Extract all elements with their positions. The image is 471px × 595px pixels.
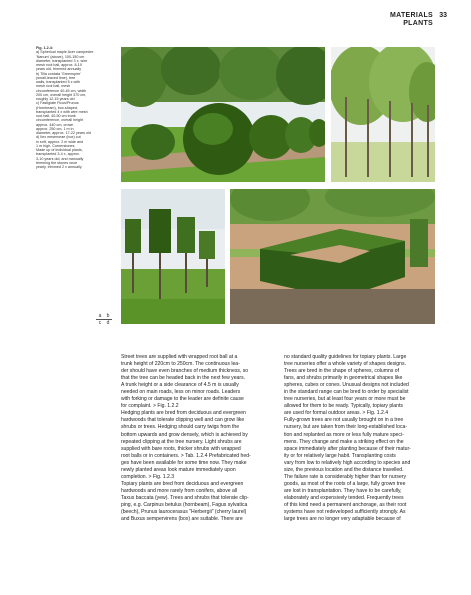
text-line: vary from low to relatively high according to species and — [284, 459, 411, 466]
text-line: needed on main roads, less on minor roads. Leaders — [121, 389, 241, 396]
caption-line: yearly, trimmed 2 x annually — [36, 165, 82, 169]
caption-line: diameter, transplanted 3 x, wire — [36, 58, 88, 63]
text-line: Hedging plants are bred from deciduous and evergreen — [121, 410, 246, 417]
letter-b: b — [106, 313, 110, 319]
text-line: Street trees are supplied with wrapped root ball at a — [121, 354, 238, 360]
caption-line: root ball, 40-50 cm trunk — [36, 114, 76, 118]
figure-letters — [96, 313, 112, 326]
text-line: and Buxus sempervirens (box) are suitable. There are — [121, 516, 243, 523]
text-line: hardwoods and more rarely from conifers, above all — [121, 487, 238, 494]
text-line: tion and replanted as more or less fully mature speci- — [284, 431, 404, 438]
letter-a: a — [98, 313, 102, 319]
text-line: ping, e.g. Carpinus betulus (hornbeam), Fagus sylvatica — [121, 501, 248, 508]
subsection-title: PLANTS — [403, 20, 433, 27]
text-line: Topiary plants are bred from deciduous and evergreen — [121, 480, 244, 487]
caption-line: approx. 440 cm, crown — [36, 122, 74, 127]
caption-line: a) Spherical maple Acer campestre — [36, 50, 94, 55]
caption-line: years old, trimmed annually — [36, 67, 82, 72]
page-number: 33 — [439, 12, 447, 19]
text-line: for complaint. > Fig. 1.2.2 — [121, 403, 179, 410]
caption-line: 3-10 years old, and manually — [36, 156, 84, 161]
caption-line: c) Fastigiate Ficus/Prunus — [36, 101, 79, 106]
text-line: goods, as most of the roots of a large, fully grown tree — [284, 480, 406, 487]
caption-line: 200 cm, overall height 370 cm, — [36, 92, 87, 97]
photo-d-ilex-hedge-shapes — [230, 189, 435, 324]
text-line: spheres, cubes or cones. Unusual designs not included — [284, 382, 409, 389]
text-line: ges have been available for some time now. They make — [121, 459, 247, 466]
caption-line: (Hornbeam), box-shaped, — [36, 105, 79, 110]
caption-line: circumference 40-45 cm, width — [36, 88, 87, 93]
caption-line: transplanted 3-4 x, approx. — [36, 152, 80, 157]
text-line: repeated clipping at the tree nursery. Light shrubs are — [121, 438, 242, 445]
text-line: mens. They change and make a striking effect on the — [284, 438, 404, 445]
text-line: Fully-grown trees are not usually brought on in a tree — [284, 417, 404, 424]
text-line: Taxus baccata (yew). Trees and shrubs that tolerate clip- — [121, 494, 249, 501]
text-line: of this kind need a permanent anchorage, as their root — [284, 501, 407, 508]
caption-line: 'Nanum' (above), 100-150 cm — [36, 54, 85, 59]
caption-line: transplanted 4 x with wire mesh — [36, 109, 88, 114]
photo-a-spherical-maples — [121, 47, 325, 182]
letter-d: d — [106, 320, 110, 326]
text-line: shrubs or trees. Hedging should carry twigs from the — [121, 424, 240, 431]
caption-line: b) Tilia cordata 'Greenspire' — [36, 71, 81, 76]
text-line: that the tree can be headed back in the next few years. — [121, 375, 246, 382]
text-line: in the standard range can be bred to order by specialist — [284, 389, 409, 396]
caption-line: in soft, approx. 2 m wide and — [36, 139, 84, 144]
running-header — [390, 12, 433, 28]
text-line: The failure rate is considerably higher than for nursery — [284, 473, 407, 480]
caption-line: walls, transplanted 5 x with — [36, 80, 81, 84]
text-line: (beech), Prunus laurocerasus "Herbergii" (cherry laurel) — [121, 509, 247, 516]
text-line: are lost in transplantation. They have to be carefully, — [284, 487, 402, 494]
text-line: size, the previous location and the distance travelled. — [284, 466, 404, 473]
caption-line: diameter, approx. 17-22 years old — [36, 131, 91, 135]
caption-line: trimming the stones once — [36, 160, 78, 165]
text-line: bottom upwards and grow densely, which is achieved by — [121, 431, 248, 438]
caption-line: roughly 12-15 years old — [36, 97, 75, 101]
text-line: trunk height of 220cm to 250cm. The continuous lea- — [121, 361, 240, 368]
text-line: tree nurseries, but at least four years or more must be — [284, 396, 406, 403]
text-line: are used for formal outdoor areas. > Fig. 1.2.4 — [284, 410, 389, 417]
caption-line: d) Ilex meserveae (box) cut — [36, 135, 81, 140]
text-line: no standard quality guidelines for topiary plants. Large — [284, 354, 407, 360]
caption-line: (small-leaved lime), tree — [36, 75, 76, 80]
body-column-left — [121, 354, 272, 523]
text-line: fans, and shrubs primarily in geometrical shapes like — [284, 375, 403, 382]
text-line: allowed for them to be ready. Typically, topiary plants — [284, 403, 403, 410]
text-line: nursery, but are taken from their long-established loca- — [284, 424, 408, 431]
text-line: elaborately and expensively tended. Frequently trees — [284, 494, 404, 501]
letter-c: c — [98, 320, 102, 326]
caption-line: mesh root ball, mesh — [36, 84, 71, 89]
text-line: hardwoods that tolerate clipping well and can grow like — [121, 417, 245, 424]
text-line: newly planted areas look mature immediately upon — [121, 466, 236, 473]
figure-caption — [36, 46, 112, 169]
text-line: ity or for relatively large habit. Transplanting costs — [284, 452, 396, 459]
caption-line: Made up of individual plants, — [36, 148, 83, 152]
text-line: supplied with bare roots, thicker shrubs with wrapped — [121, 445, 241, 452]
text-line: tree nurseries offer a whole variety of shapes designs. — [284, 361, 406, 368]
text-line: systems have not redeveloped sufficiently strongly. As — [284, 509, 406, 516]
photo-c-box-shaped-trees — [121, 189, 225, 324]
text-line: root balls or in containers. > Tab. 1.2.4 Prefabricated hed- — [121, 452, 251, 459]
text-line: large trees are no longer very adaptable because of — [284, 516, 401, 523]
section-title: MATERIALS — [389, 12, 433, 19]
caption-line: 1 m high. Cornerstones. — [36, 143, 76, 148]
caption-line: circumference, overall height — [36, 118, 84, 123]
text-line: space immediately after planting because of their matur- — [284, 445, 411, 452]
body-column-right — [284, 354, 435, 523]
text-line: Trees are bred in the shape of spheres, columns of — [284, 368, 400, 375]
caption-line: mesh root ball, approx. 8-10 — [36, 63, 82, 67]
photo-b-lime-tree-walls — [331, 47, 435, 182]
text-line: der should have even branches of medium thickness, so — [121, 368, 249, 375]
caption-title: Fig. 1.2.4: — [36, 46, 54, 50]
text-line: completion. > Fig. 1.2.3 — [121, 473, 175, 480]
caption-line: approx. 250 cm, 1 m in — [36, 126, 74, 131]
text-line: with forking or damage to the leader are definite cause — [121, 396, 244, 403]
text-line: A trunk height or a side clearance of 4.5 m is usually — [121, 382, 239, 389]
